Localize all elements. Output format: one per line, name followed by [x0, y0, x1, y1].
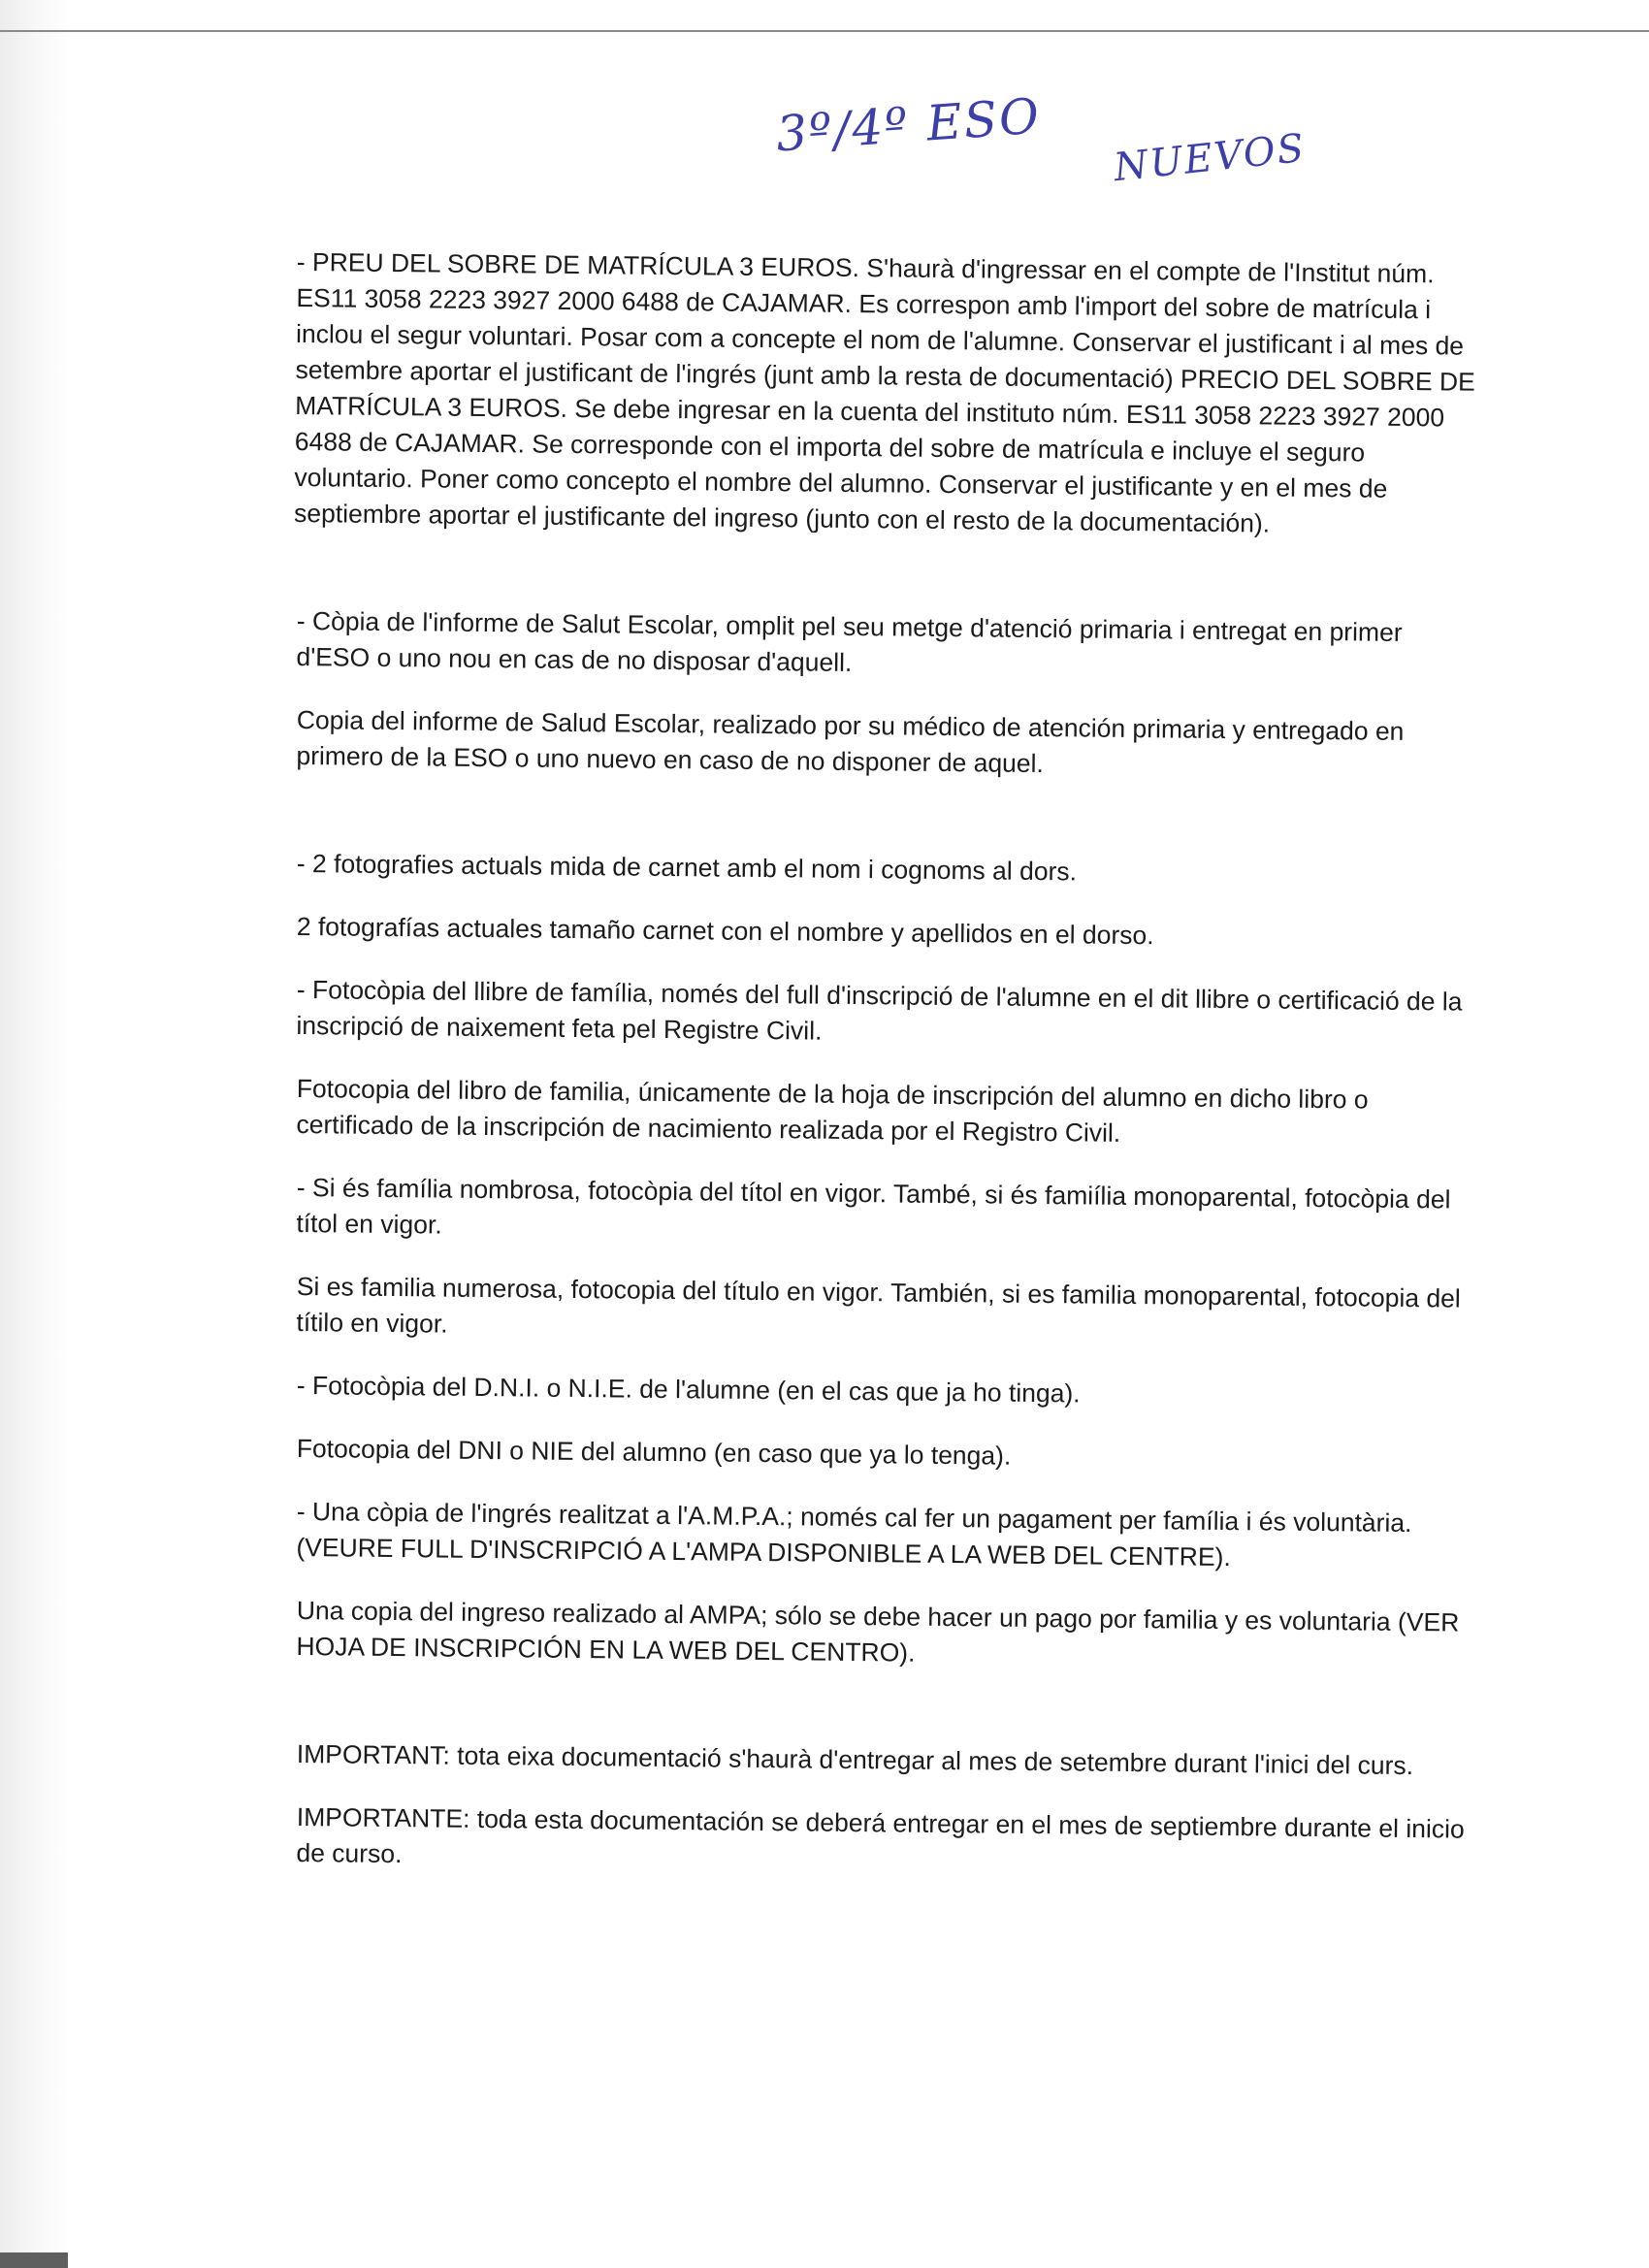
- handwritten-new-note: NUEVOS: [1112, 125, 1309, 191]
- paragraph-dni-es: Fotocopia del DNI o NIE del alumno (en caso que ya lo tenga).: [296, 1433, 1012, 1471]
- handwritten-course-note: 3º/4º ESO: [774, 87, 1043, 163]
- paragraph-large-family-es: Si es familia numerosa, fotocopia del título en vigor. También, si es familia monoparental, fotocopia del títilo en vigor.: [296, 1271, 1461, 1339]
- document-body: [293, 244, 1482, 1898]
- paragraph-photos-es: 2 fotografías actuales tamaño carnet con el nombre y apellidos en el dorso.: [296, 911, 1154, 951]
- paragraph-photos-val: - 2 fotografies actuals mida de carnet amb el nom i cognoms al dors.: [296, 848, 1078, 887]
- paragraph-ampa-val: - Una còpia de l'ingrés realitzat a l'A.M.P.A.; només cal fer un pagament per família i és voluntària. (VEURE FULL D'INSCRIPCIÓ A L'AMPA DISPONIBLE A LA WEB DEL CENTRE).: [296, 1496, 1412, 1572]
- scan-left-shadow: [0, 0, 68, 2268]
- paragraph-important-val: IMPORTANT: tota eixa documentació s'haurà d'entregar al mes de setembre durant l'inici del curs.: [296, 1738, 1414, 1781]
- paragraph-family-book-es: Fotocopia del libro de familia, únicamente de la hoja de inscripción del alumno en dicho libro o certificado de la inscripción de nacimiento realizada por el Registro Civil.: [296, 1073, 1369, 1148]
- paragraph-ampa-es: Una copia del ingreso realizado al AMPA; sólo se debe hacer un pago por familia y es voluntaria (VER HOJA DE INSCRIPCIÓN EN LA WEB DEL CENTRO).: [296, 1595, 1460, 1668]
- paragraph-important-es: IMPORTANTE: toda esta documentación se deberá entregar en el mes de septiembre durante el inicio de curso.: [296, 1801, 1465, 1869]
- paragraph-large-family-val: - Si és família nombrosa, fotocòpia del títol en vigor. També, si és famiília monoparental, fotocòpia del títol en vigor.: [296, 1172, 1451, 1240]
- paragraph-family-book-val: - Fotocòpia del llibre de família, només del full d'inscripció de l'alumne en el dit llibre o certificació de la inscripció de naixement feta pel Registre Civil.: [296, 974, 1463, 1046]
- paragraph-health-report-val: - Còpia de l'informe de Salut Escolar, omplit pel seu metge d'atenció primaria i entregat en primer d'ESO o uno nou en cas de no disposar d'aquell.: [296, 605, 1403, 677]
- scan-top-edge-line: [0, 30, 1649, 32]
- paragraph-health-report-es: Copia del informe de Salud Escolar, realizado por su médico de atención primaria y entregado en primero de la ESO o uno nuevo en caso de no disponer de aquel.: [296, 704, 1405, 779]
- paragraph-enrollment-fee: - PREU DEL SOBRE DE MATRÍCULA 3 EUROS. S'haurà d'ingressar en el compte de l'Institut núm. ES11 3058 2223 3927 2000 6488 de CAJAMAR. Es correspon amb l'import del sobre de matrícula i inclou el segur voluntari. Posar com a concepte el nom de l'alumne. Conservar el justificant i al mes de setembre aportar el justificant de l'ingrés (junt amb la resta de documentació) PRECIO DEL SOBRE DE MATRÍCULA 3 EUROS. Se debe ingresar en la cuenta del instituto núm. ES11 3058 2223 3927 2000 6488 de CAJAMAR. Se corresponde con el importa del sobre de matrícula e incluye el seguro voluntario. Poner como concepto el nombre del alumno. Conservar el justificante y en el mes de septiembre aportar el justificante del ingreso (junto con el resto de la documentación).: [293, 246, 1475, 538]
- paragraph-dni-val: - Fotocòpia del D.N.I. o N.I.E. de l'alumne (en el cas que ja ho tinga).: [296, 1370, 1081, 1409]
- scan-bottom-corner: [0, 2252, 68, 2268]
